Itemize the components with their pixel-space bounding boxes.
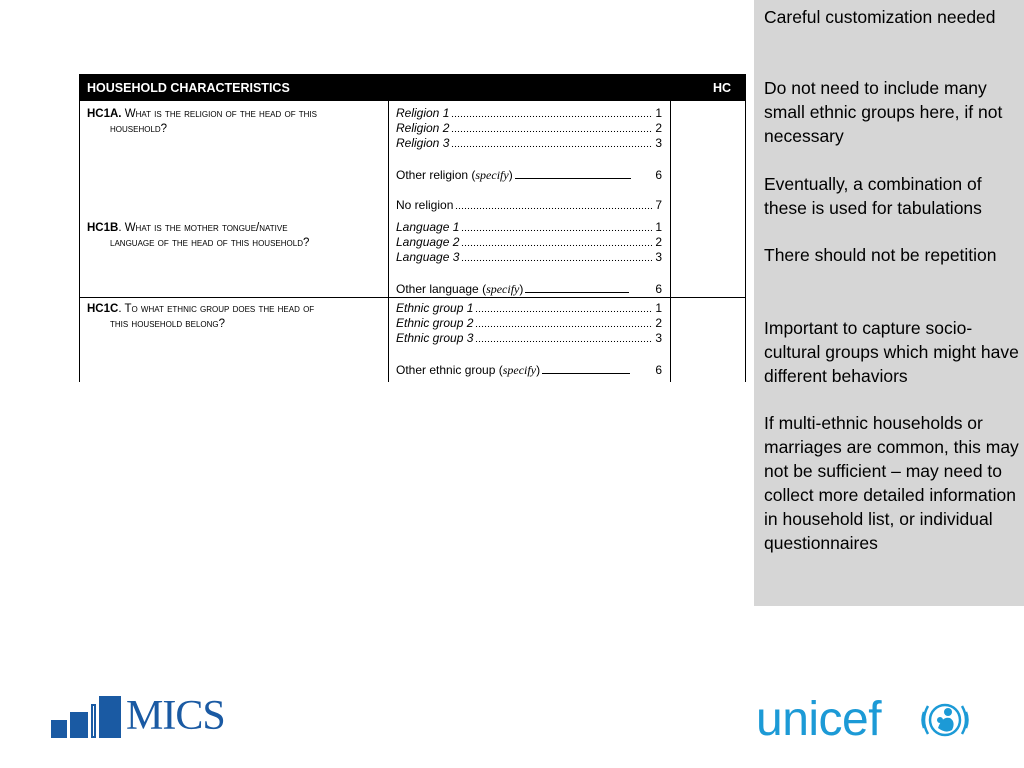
answer-option-other[interactable]: Other religion ( specify ) 6 <box>396 168 662 182</box>
question-number: HC1C <box>87 303 119 315</box>
answer-option[interactable]: Religion 2 2 <box>396 121 662 135</box>
question-hc1c <box>87 302 377 332</box>
mics-bar-icon <box>91 704 96 738</box>
question-cell <box>80 298 389 382</box>
mics-logo <box>51 693 251 739</box>
note-item: If multi-ethnic households or marriages are common, this may not be sufficient – may need to collect more detailed information in household list, or individual questionnaires <box>764 413 1019 553</box>
question-text: . What is the mother tongue/native <box>118 222 288 234</box>
answer-option-other[interactable]: Other ethnic group ( specify ) 6 <box>396 363 662 377</box>
question-number: HC1B <box>87 222 119 234</box>
answer-cell <box>389 298 671 382</box>
answer-cell <box>389 101 671 297</box>
unicef-emblem-icon <box>918 698 972 742</box>
table-title: HOUSEHOLD CHARACTERISTICS <box>87 81 290 95</box>
question-text: . To what ethnic group does the head of <box>118 303 315 315</box>
answer-option[interactable]: Language 2 2 <box>396 235 662 249</box>
mics-bar-icon <box>70 712 88 738</box>
question-text: What is the religion of the head of this <box>124 108 317 120</box>
question-number: HC1A. <box>87 108 122 120</box>
answer-option-other[interactable]: Other language ( specify ) 6 <box>396 282 662 296</box>
note-item: Eventually, a combination of these is used for tabulations <box>764 174 982 218</box>
note-item: There should not be repetition <box>764 245 997 265</box>
mics-bar-icon <box>51 720 67 738</box>
answer-option[interactable]: Ethnic group 1 1 <box>396 301 662 315</box>
table-row <box>80 298 745 382</box>
question-text: household? <box>110 123 168 135</box>
note-item: Careful customization needed <box>764 7 996 27</box>
answer-option[interactable]: Language 1 1 <box>396 220 662 234</box>
skip-cell <box>671 101 743 297</box>
note-item: Important to capture socio-cultural groups which might have different behaviors <box>764 318 1019 386</box>
notes-panel <box>754 0 1024 606</box>
answer-option[interactable]: Ethnic group 2 2 <box>396 316 662 330</box>
table-code: HC <box>712 81 731 95</box>
answer-option[interactable]: Religion 3 3 <box>396 136 662 150</box>
question-text: this household belong? <box>110 318 226 330</box>
answer-option[interactable]: No religion 7 <box>396 198 662 212</box>
mics-logo-text: MICS <box>126 693 225 739</box>
note-item: Do not need to include many small ethnic groups here, if not necessary <box>764 78 1003 146</box>
answer-option[interactable]: Language 3 3 <box>396 250 662 264</box>
question-text: language of the head of this household? <box>110 237 310 249</box>
mics-bar-icon <box>99 696 121 738</box>
question-cell <box>80 101 389 297</box>
table-header <box>80 74 745 101</box>
question-hc1a <box>87 107 377 137</box>
answer-option[interactable]: Religion 1 1 <box>396 106 662 120</box>
unicef-logo <box>756 692 981 752</box>
table-row <box>80 101 745 298</box>
questionnaire-table <box>79 74 746 382</box>
unicef-logo-text: unicef <box>756 693 882 746</box>
question-hc1b <box>87 221 377 251</box>
skip-cell <box>671 298 743 382</box>
answer-option[interactable]: Ethnic group 3 3 <box>396 331 662 345</box>
